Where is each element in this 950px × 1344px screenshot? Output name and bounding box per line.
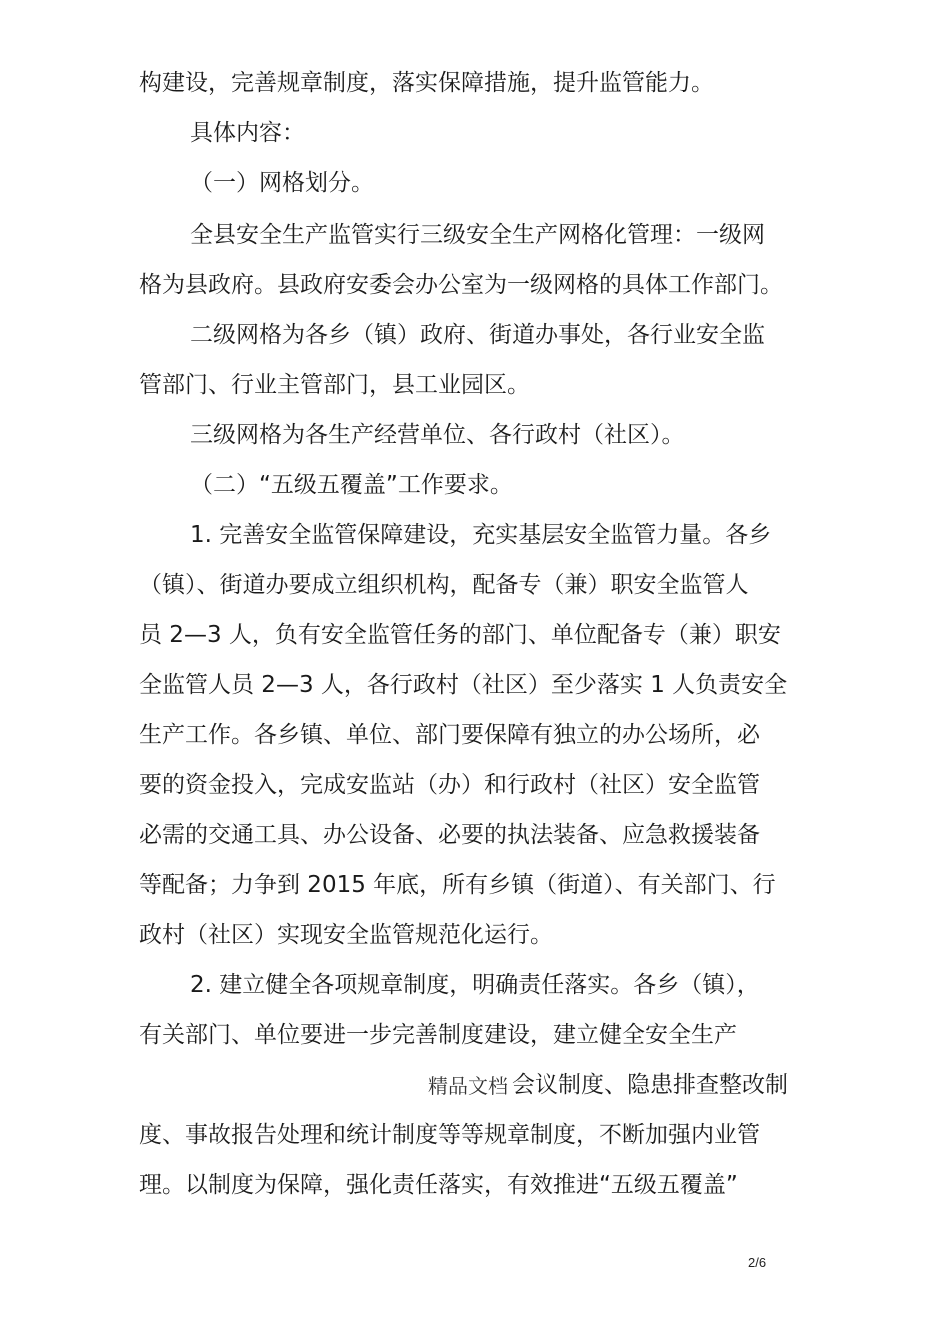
- watermark-text: 精品文档: [428, 1074, 508, 1098]
- body-text-line: 1. 完善安全监管保障建设，充实基层安全监管力量。各乡: [190, 522, 772, 548]
- section-heading: （二）“五级五覆盖”工作要求。: [190, 472, 513, 498]
- body-text-line: 格为县政府。县政府安委会办公室为一级网格的具体工作部门。: [139, 272, 783, 298]
- body-text-line: 度、事故报告处理和统计制度等等规章制度，不断加强内业管: [139, 1122, 760, 1148]
- body-text-line: 员 2—3 人，负有安全监管任务的部门、单位配备专（兼）职安: [139, 622, 781, 648]
- page-number: 2/6: [748, 1255, 767, 1270]
- section-heading: （一）网格划分。: [190, 170, 374, 196]
- body-text-line: 2. 建立健全各项规章制度，明确责任落实。各乡（镇），: [190, 972, 760, 998]
- body-text-line: 有关部门、单位要进一步完善制度建设，建立健全安全生产: [139, 1022, 737, 1048]
- body-text-line: 理。以制度为保障，强化责任落实，有效推进“五级五覆盖”: [139, 1172, 738, 1198]
- body-text-line: 管部门、行业主管部门，县工业园区。: [139, 372, 530, 398]
- body-text-line: 等配备；力争到 2015 年底，所有乡镇（街道）、有关部门、行: [139, 872, 776, 898]
- body-text-line: 政村（社区）实现安全监管规范化运行。: [139, 922, 553, 948]
- body-text-line: 三级网格为各生产经营单位、各行政村（社区）。: [190, 422, 685, 448]
- body-text-line: 构建设，完善规章制度，落实保障措施，提升监管能力。: [139, 70, 714, 96]
- body-text-line: 必需的交通工具、办公设备、必要的执法装备、应急救援装备: [139, 822, 760, 848]
- body-text-line: 全监管人员 2—3 人，各行政村（社区）至少落实 1 人负责安全: [139, 672, 788, 698]
- body-text-line: 具体内容：: [190, 120, 305, 146]
- body-text-line: 要的资金投入，完成安监站（办）和行政村（社区）安全监管: [139, 772, 760, 798]
- body-text-line: 二级网格为各乡（镇）政府、街道办事处，各行业安全监: [190, 322, 765, 348]
- body-text-line: 生产工作。各乡镇、单位、部门要保障有独立的办公场所，必: [139, 722, 760, 748]
- body-text-line: （镇）、街道办要成立组织机构，配备专（兼）职安全监管人: [139, 572, 749, 598]
- body-text-line: 会议制度、隐患排查整改制: [512, 1072, 788, 1098]
- body-text-line: 全县安全生产监管实行三级安全生产网格化管理：一级网: [190, 222, 765, 248]
